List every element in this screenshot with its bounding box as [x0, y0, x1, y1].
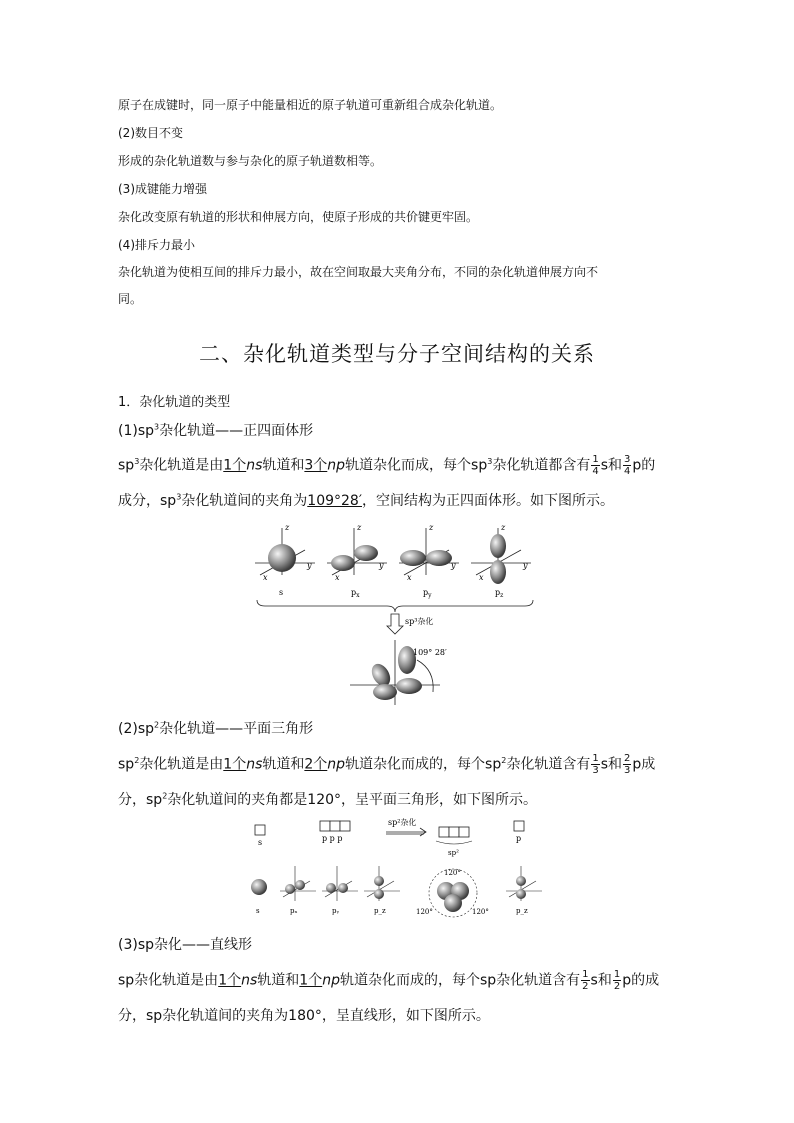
intro-heading-3: (3)成键能力增强: [118, 182, 207, 196]
svg-text:x: x: [479, 573, 484, 582]
px-orbital-diagram: [327, 523, 387, 599]
svg-text:p_z: p_z: [516, 907, 528, 915]
box-label-p: p: [516, 834, 522, 843]
sp3-hybridization-figure: [245, 520, 545, 710]
sp3-paragraph-line2: 成分，$sp^3$杂化轨道间的夹角为109°28′，空间结构为正四面体形。如下图所示。: [118, 492, 614, 509]
svg-text:pₓ: pₓ: [290, 907, 298, 915]
sp-paragraph-line2: 分，sp杂化轨道间的夹角为180°，呈直线形，如下图所示。: [118, 1008, 490, 1024]
fraction: $\frac{2}{3}$: [624, 753, 631, 776]
svg-text:y: y: [523, 561, 528, 570]
label-s: s: [279, 588, 284, 597]
intro-heading-4: (4)排斥力最小: [118, 238, 195, 252]
fraction: $\frac{1}{3}$: [592, 753, 599, 776]
fraction: $\frac{3}{4}$: [624, 454, 631, 477]
sp3-tetrahedral-diagram: [350, 640, 447, 705]
sp3-hybrid-label: sp³杂化: [405, 617, 434, 626]
svg-text:z: z: [501, 523, 506, 532]
svg-text:z: z: [285, 523, 290, 532]
sp2-hybrid-label: sp²杂化: [388, 818, 417, 827]
sp2-paragraph-line2: 分，$sp^2$杂化轨道间的夹角都是120°，呈平面三角形，如下图所示。: [118, 791, 538, 808]
label-py: $p_y$: [423, 588, 432, 599]
intro-line-4a: 杂化轨道为使相互间的排斥力最小，故在空间取最大夹角分布，不同的杂化轨道伸展方向不: [118, 265, 599, 279]
fraction: $\frac{1}{2}$: [582, 969, 589, 992]
box-label-s: s: [258, 838, 263, 847]
section-title: 二、杂化轨道类型与分子空间结构的关系: [199, 342, 595, 366]
intro-line-1: 原子在成键时，同一原子中能量相近的原子轨道可重新组合成杂化轨道。: [118, 98, 503, 112]
angle-right: 120°: [472, 908, 489, 916]
box-label-ppp: p p p: [322, 834, 343, 843]
svg-text:x: x: [335, 573, 340, 582]
intro-line-4b: 同。: [118, 292, 143, 306]
sp-heading: (3)sp杂化——直线形: [118, 937, 253, 953]
box-label-sp2: sp²: [448, 849, 459, 857]
sp3-angle-label: 109° 28′: [413, 648, 447, 657]
intro-heading-2: (2)数目不变: [118, 126, 183, 140]
intro-line-2: 形成的杂化轨道数与参与杂化的原子轨道数相等。: [118, 154, 383, 168]
intro-line-3: 杂化改变原有轨道的形状和伸展方向，使原子形成的共价键更牢固。: [118, 210, 479, 224]
fraction: $\frac{1}{4}$: [592, 454, 599, 477]
svg-text:z: z: [429, 523, 434, 532]
svg-text:x: x: [407, 573, 412, 582]
label-pz: $p_z$: [495, 588, 504, 599]
svg-text:y: y: [379, 561, 384, 570]
angle-left: 120°: [416, 908, 433, 916]
svg-text:y: y: [451, 561, 456, 570]
py-orbital-diagram: [399, 523, 459, 599]
svg-text:y: y: [307, 561, 312, 570]
svg-text:z: z: [357, 523, 362, 532]
sp-paragraph-line1: sp杂化轨道是由1个ns轨道和1个np轨道杂化而成的，每个sp杂化轨道含有 $\frac{1}{2}$ s和 $\frac{1}{2}$ p的成: [118, 969, 660, 992]
svg-text:s: s: [256, 907, 260, 915]
sp2-paragraph-line1: $sp^2$杂化轨道是由1个ns轨道和2个np轨道杂化而成的，每个$sp^2$杂化轨道含有 $\frac{1}{3}$ s和 $\frac{2}{3}$ p成: [118, 753, 656, 776]
sp2-heading: $(2)sp^2$杂化轨道——平面三角形: [118, 720, 314, 737]
pz-orbital-diagram: [471, 523, 531, 599]
svg-text:pᵧ: pᵧ: [332, 907, 340, 915]
fraction: $\frac{1}{2}$: [613, 969, 621, 992]
svg-text:x: x: [263, 573, 268, 582]
svg-text:p_z: p_z: [374, 907, 386, 915]
sp3-heading: $(1)sp^3$杂化轨道——正四面体形: [118, 422, 314, 439]
label-px: $p_x$: [351, 588, 360, 599]
angle-top: 120°: [444, 869, 461, 877]
subsection-heading: 1．杂化轨道的类型: [118, 395, 231, 410]
sp2-trigonal-diagram: [416, 869, 489, 917]
s-orbital-diagram: [255, 523, 315, 597]
sp2-hybridization-figure: [248, 815, 548, 923]
sp3-paragraph-line1: $sp^3$杂化轨道是由1个ns轨道和3个np轨道杂化而成，每个$sp^3$杂化轨道都含有 $\frac{1}{4}$ s和 $\frac{3}{4}$ p的: [118, 454, 656, 477]
